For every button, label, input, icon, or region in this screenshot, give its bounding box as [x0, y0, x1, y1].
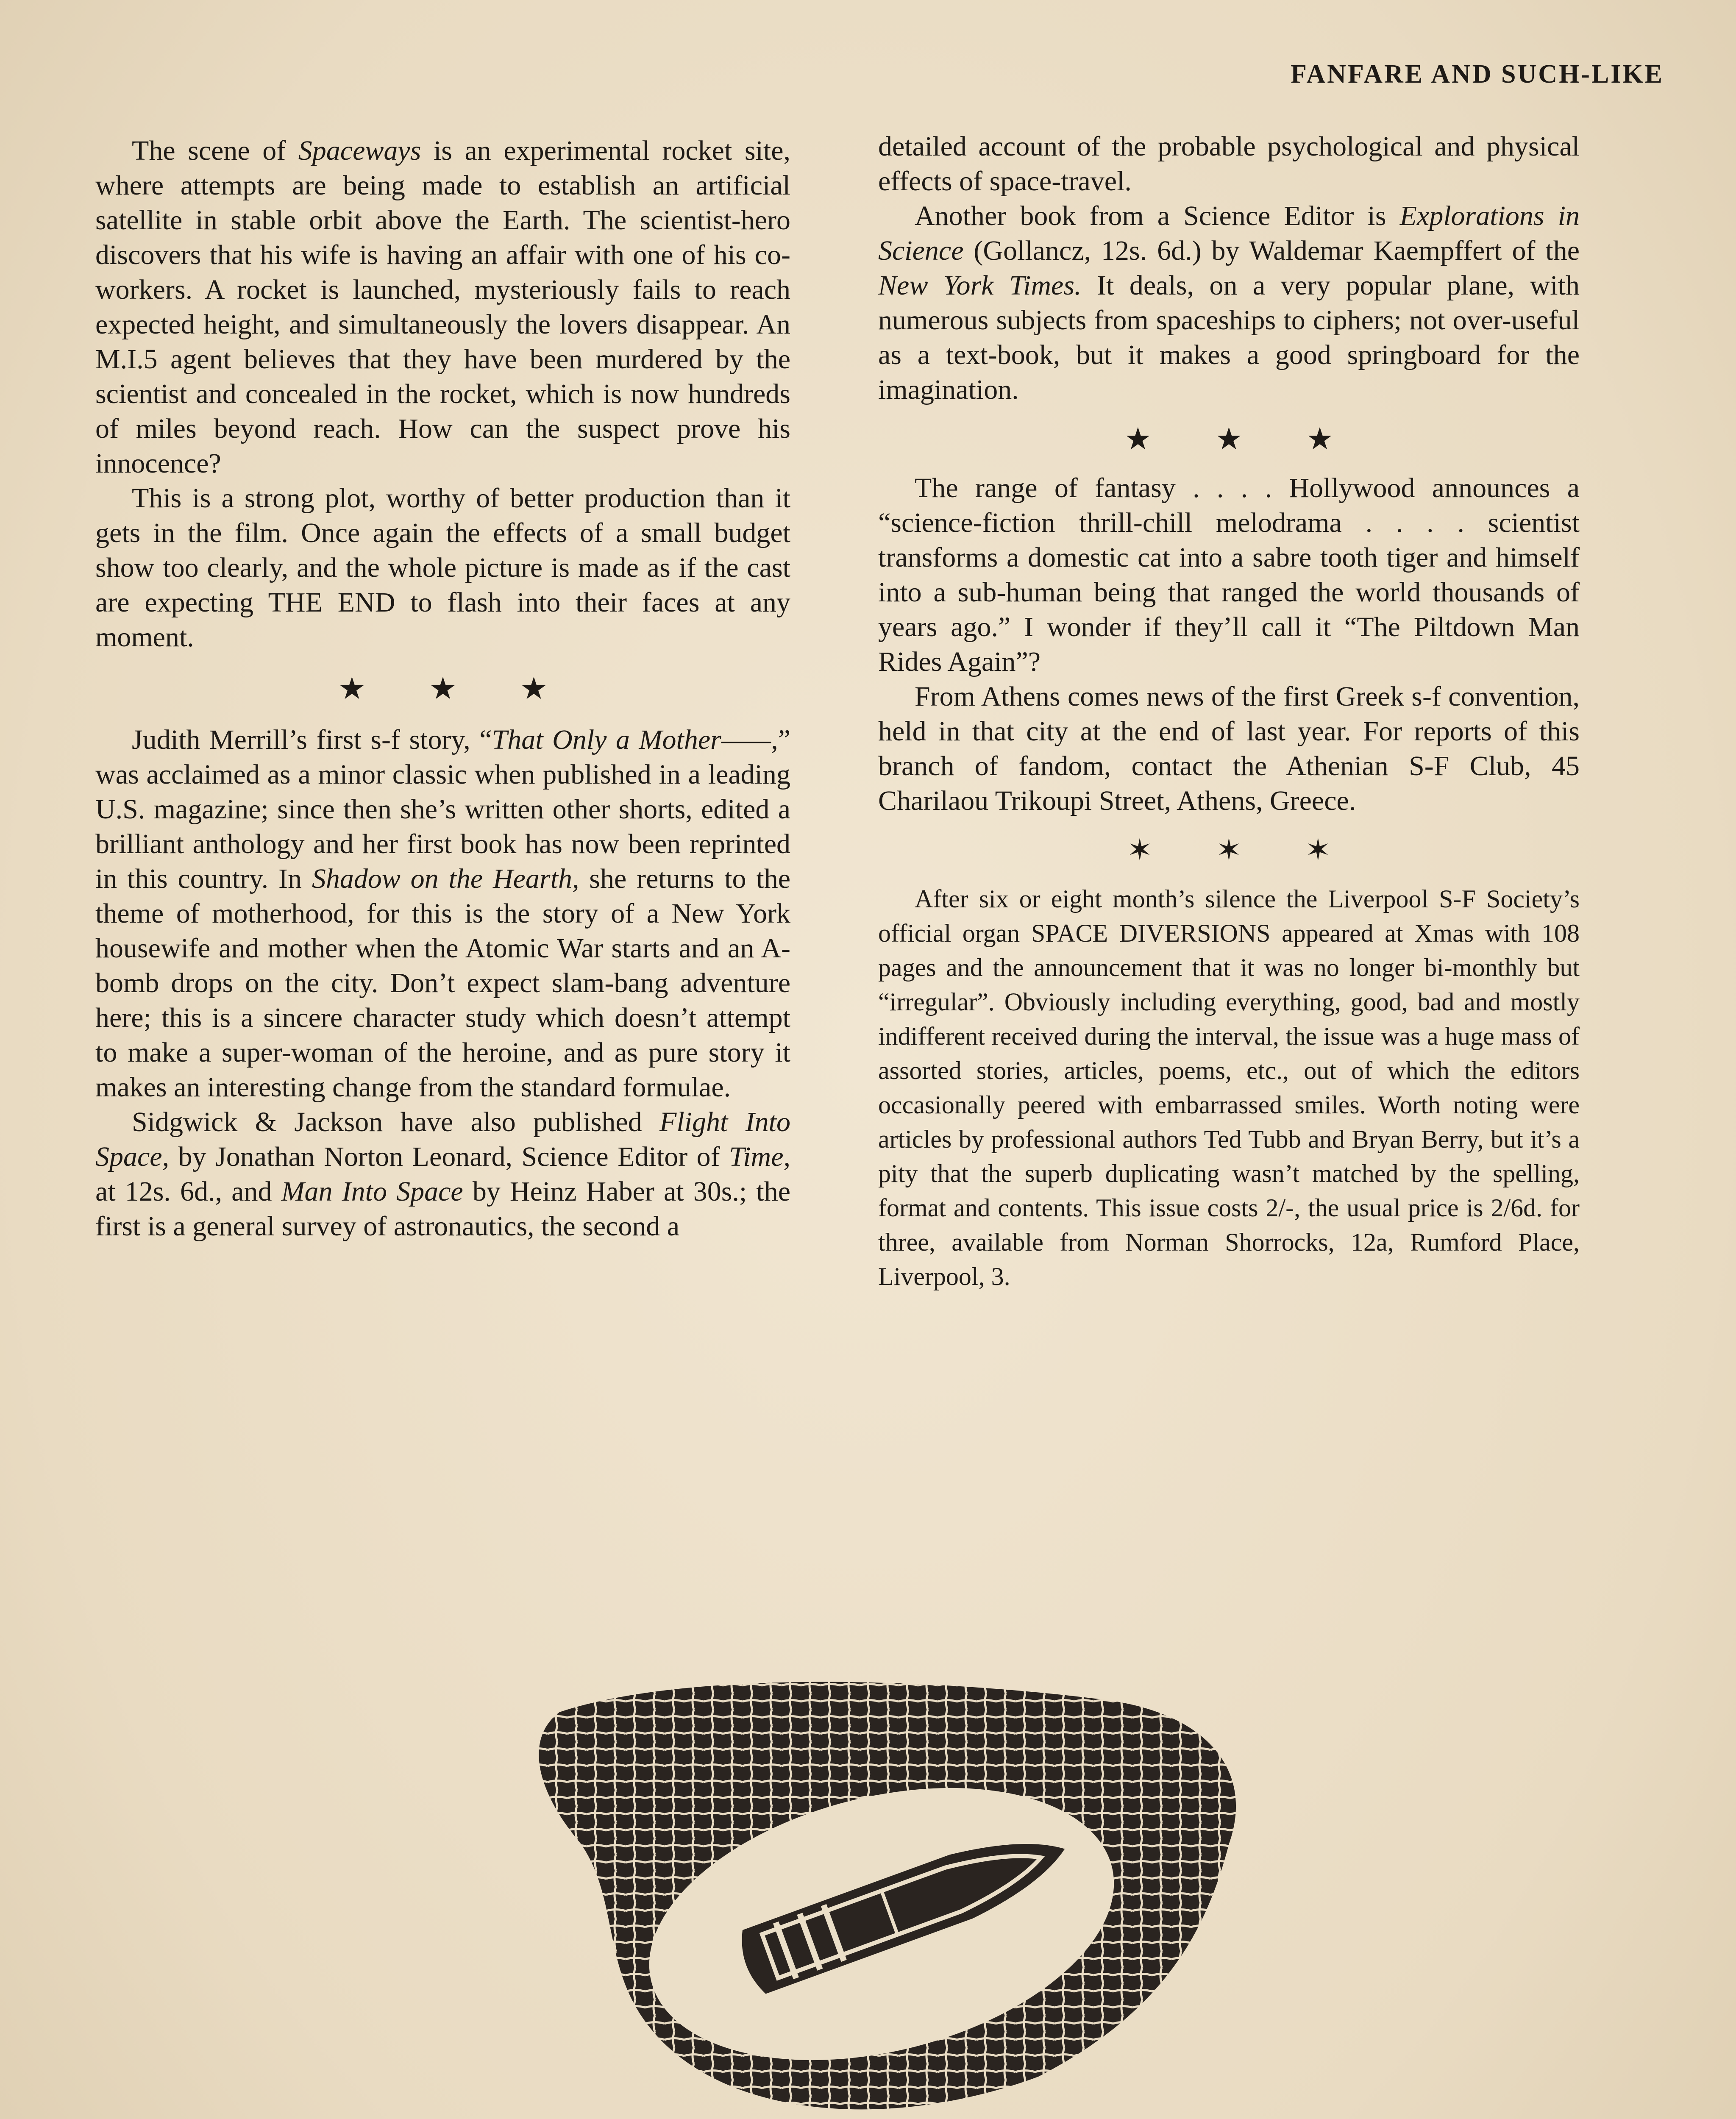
rocket-illustration [509, 1661, 1271, 2119]
explorations-paragraph: Another book from a Science Editor is Explorations in Science (Gollancz, 12s. 6d.) by Waldemar Kaempffert of the New York Times. It deals, on a very popular plane, with numerous subjects from spaceships to ciphers; not over-useful as a text-book, but it makes a good springboard for the imagination. [878, 200, 1580, 405]
section-divider-stars: ★★★ [1124, 422, 1397, 456]
running-head: FANFARE AND SUCH-LIKE [1291, 60, 1664, 89]
hollywood-paragraph: The range of fantasy . . . . Hollywood announces a “science-fiction thrill-chill melodrama . . . . scientist transforms a domestic cat into a sabre tooth tiger and himself into a sub-human being that ranged the world thousands of years ago.” I wonder if they’ll call it “The Piltdown Man Rides Again”? [878, 473, 1580, 677]
athens-paragraph: From Athens comes news of the first Greek s-f convention, held in that city at the end of last year. For reports of this branch of fandom, contact the Athenian S-F Club, 45 Charilaou Trikoupi Street, Athens, Greece. [878, 681, 1580, 816]
section-divider-stars: ★★★ [338, 672, 611, 706]
sidgwick-jackson-paragraph: Sidgwick & Jackson have also published Flight Into Space, by Jonathan Norton Leonard, Science Editor of Time, at 12s. 6d., and Man Into Space by Heinz Haber at 30s.; the first is a general survey of astronautics, the second a [95, 1107, 790, 1242]
right-column [878, 129, 1580, 1294]
left-column [95, 133, 790, 1244]
liverpool-paragraph: After six or eight month’s silence the Liverpool S-F Society’s official organ SPACE DIVERSIONS appeared at Xmas with 108 pages and the announcement that it was no longer bi-monthly but “irregular”. Obviously including everything, good, bad and mostly indifferent received during the interval, the issue was a huge mass of assorted stories, articles, poems, etc., out of which the editors occasionally peered with embarrassed smiles. Worth noting were articles by professional authors Ted Tubb and Bryan Berry, but it’s a pity that the superb duplicating wasn’t matched by the spelling, format and contents. This issue costs 2/-, the usual price is 2/6d. for three, available from Norman Shorrocks, 12a, Rumford Place, Liverpool, 3. [878, 885, 1580, 1290]
merrill-paragraph: Judith Merrill’s first s-f story, “That Only a Mother——,” was acclaimed as a minor classic when published in a leading U.S. magazine; since then she’s written other shorts, edited a brilliant anthology and her first book has now been reprinted in this country. In Shadow on the Hearth, she returns to the theme of motherhood, for this is the story of a New York housewife and mother when the Atomic War starts and an A-bomb drops on the city. Don’t expect slam-bang adventure here; this is a sincere character study which doesn’t attempt to make a super-woman of the heroine, and as pure story it makes an interesting change from the standard formulae. [95, 724, 790, 1103]
plot-critique-paragraph: This is a strong plot, worthy of better production than it gets in the film. Once again the effects of a small budget show too clearly, and the whole picture is made as if the cast are expecting THE END to flash into their faces at any moment. [95, 483, 790, 653]
section-divider-stars: ✶✶✶ [1127, 833, 1394, 867]
spaceways-paragraph: The scene of Spaceways is an experimental rocket site, where attempts are being made to establish an artificial satellite in stable orbit above the Earth. The scientist-hero discovers that his wife is having an affair with one of his co-workers. A rocket is launched, mysteriously fails to reach expected height, and simultaneously the lovers disappear. An M.I.5 agent believes that they have been murdered by the scientist and concealed in the rocket, which is now hundreds of miles beyond reach. How can the suspect prove his innocence? [95, 135, 790, 479]
continued-paragraph: detailed account of the probable psychological and physical effects of space-travel. [878, 131, 1580, 197]
